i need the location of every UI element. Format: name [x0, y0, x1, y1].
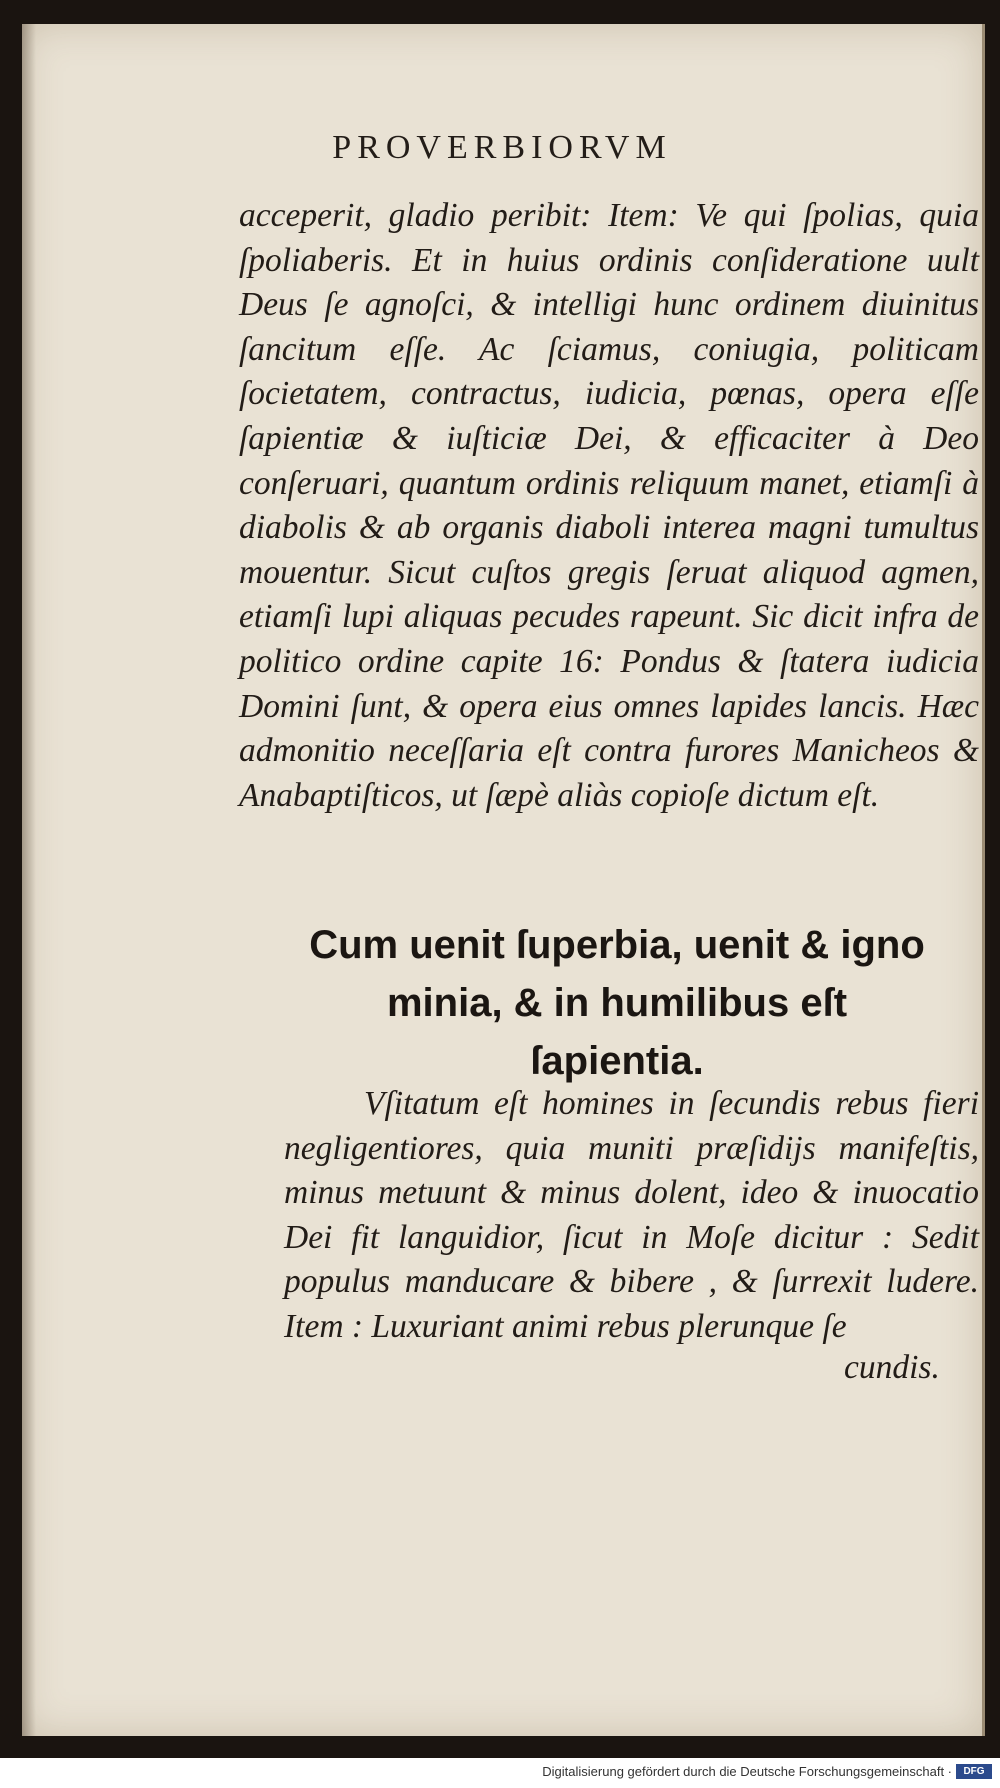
running-head: PROVERBIORVM — [332, 129, 672, 166]
body-paragraph-2: Vſitatum eſt homines in ſecundis rebus fieri negligentiores, quia muniti præſidijs manifeſtis, minus metuunt & minus dolent, ideo & inuocatio Dei fit languidior, ſicut in Moſe dicitur : Sedit populus manducare & bibere , & ſurrexit ludere. Item : Luxuriant animi rebus plerunque ſe — [284, 1085, 979, 1345]
section-heading — [257, 916, 977, 1090]
heading-line-2: minia, & in humilibus eſt — [386, 981, 848, 1025]
book-page — [22, 24, 985, 1736]
paragraph-2-ending: cundis. — [844, 1349, 940, 1386]
body-paragraph-1: acceperit, gladio peribit: Item: Ve qui ſpolias, quia ſpoliaberis. Et in huius ordinis conſideratione uult Deus ſe agnoſci, & intelligi hunc ordinem diuinitus ſancitum eſſe. Ac ſciamus, coniugia, politicam ſocietatem, contractus, iudicia, pœnas, opera eſſe ſapientiæ & iuſticiæ Dei, & efficaciter à Deo conſeruari, quantum ordinis reliquum manet, etiamſi à diabolis & ab organis diaboli interea magni tumultus mouentur. Sicut cuſtos gregis ſeruat aliquod agmen, etiamſi lupi aliquas pecudes rapeunt. Sic dicit infra de politico ordine capite 16: Pondus & ſtatera iudicia Domini ſunt, & opera eius omnes lapides lancis. Hæc admonitio neceſſaria eſt contra furores Manicheos & Anabaptiſticos, ut ſæpè aliàs copioſe dictum eſt. — [239, 197, 979, 814]
dfg-logo-icon: DFG — [956, 1764, 992, 1779]
heading-line-3: ſapientia. — [530, 1039, 704, 1083]
heading-line-1: Cum uenit ſuperbia, uenit & igno — [309, 923, 925, 967]
footer-credit: Digitalisierung gefördert durch die Deutsche Forschungsgemeinschaft · — [542, 1764, 952, 1779]
digitization-footer — [0, 1758, 1000, 1788]
